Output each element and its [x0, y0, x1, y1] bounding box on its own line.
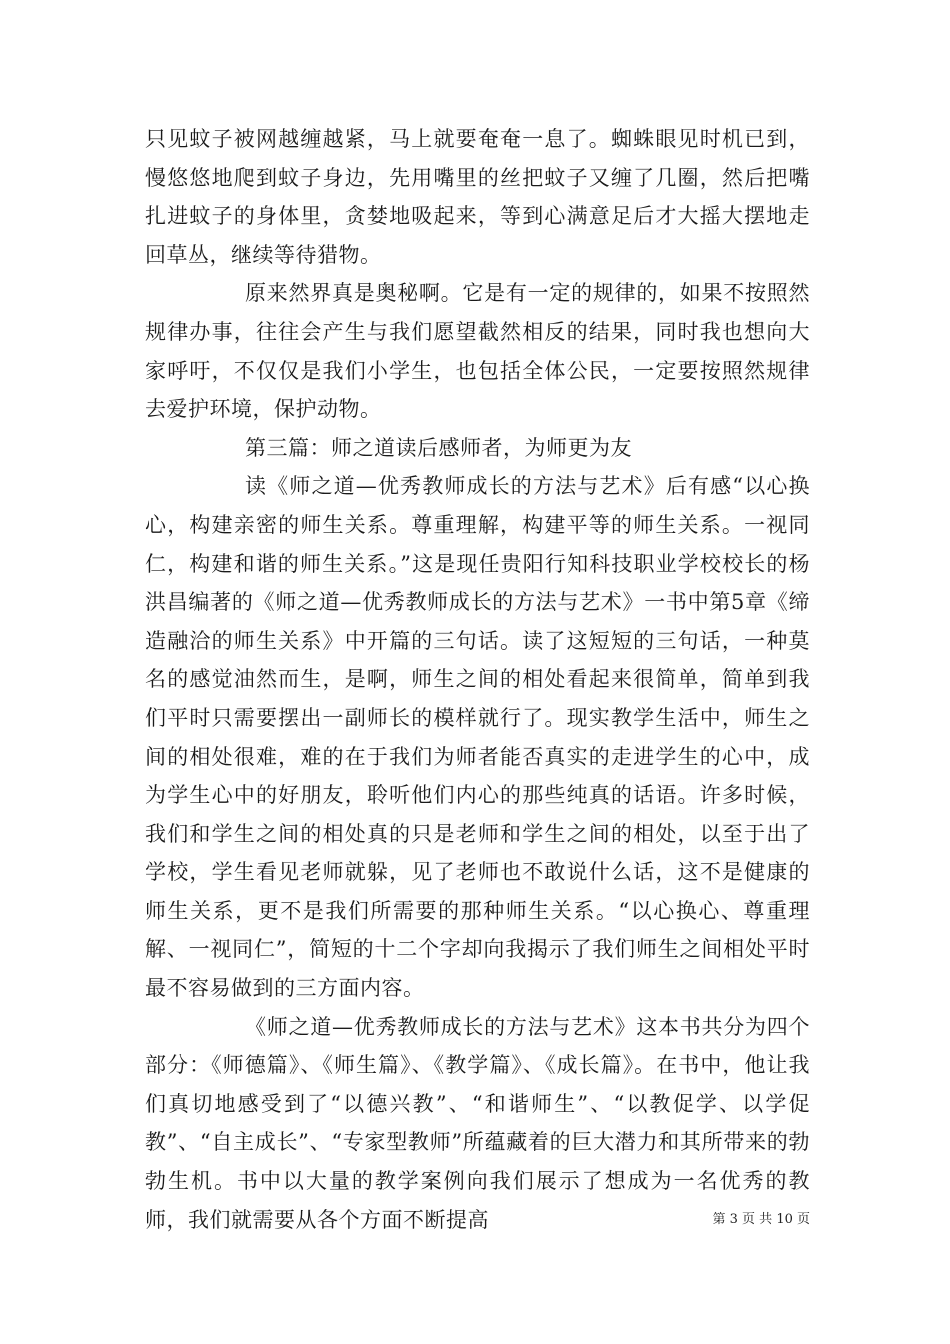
paragraph-teacher-relationship: 读《师之道—优秀教师成长的方法与艺术》后有感“以心换心，构建亲密的师生关系。尊重理解，构建平等的师生关系。一视同仁，构建和谐的师生关系。”这是现任贵阳行知科技职业学校校长的杨洪昌编著的《师之道—优秀教师成长的方法与艺术》一书中第5章《缔造融洽的师生关系》中开篇的三句话。读了这短短的三句话，一种莫名的感觉油然而生，是啊，师生之间的相处看起来很简单，简单到我们平时只需要摆出一副师长的模样就行了。现实教学生活中，师生之间的相处很难，难的在于我们为师者能否真实的走进学生的心中，成为学生心中的好朋友，聆听他们内心的那些纯真的话语。许多时候，我们和学生之间的相处真的只是老师和学生之间的相处，以至于出了学校，学生看见老师就躲，见了老师也不敢说什么话，这不是健康的师生关系，更不是我们所需要的那种师生关系。“以心换心、尊重理解、一视同仁”，简短的十二个字却向我揭示了我们师生之间相处平时最不容易做到的三方面内容。: [145, 474, 810, 1001]
paragraph-book-parts: 《师之道—优秀教师成长的方法与艺术》这本书共分为四个部分：《师德篇》、《师生篇》、《教学篇》、《成长篇》。在书中，他让我们真切地感受到了“以德兴教”、“和谐师生”、“以教促学、以学促教”、“自主成长”、“专家型教师”所蕴藏着的巨大潜力和其所带来的勃勃生机。书中以大量的教学案例向我们展示了想成为一名优秀的教师，我们就需要从各个方面不断提高: [145, 1014, 810, 1232]
section-title: 第三篇：师之道读后感师者，为师更为友: [245, 435, 632, 460]
page-number-footer: 第 3 页 共 10 页: [712, 1212, 810, 1227]
paragraph-nature-law: 原来然界真是奥秘啊。它是有一定的规律的，如果不按照然规律办事，往往会产生与我们愿望截然相反的结果，同时我也想向大家呼吁，不仅仅是我们小学生，也包括全体公民，一定要按照然规律去爱护环境，保护动物。: [145, 281, 810, 422]
document-body: [145, 120, 810, 1239]
paragraph-spider-ending: 只见蚊子被网越缠越紧，马上就要奄奄一息了。蜘蛛眼见时机已到，慢悠悠地爬到蚊子身边，先用嘴里的丝把蚊子又缠了几圈，然后把嘴扎进蚊子的身体里，贪婪地吸起来，等到心满意足后才大摇大摆地走回草丛，继续等待猎物。: [145, 127, 810, 267]
